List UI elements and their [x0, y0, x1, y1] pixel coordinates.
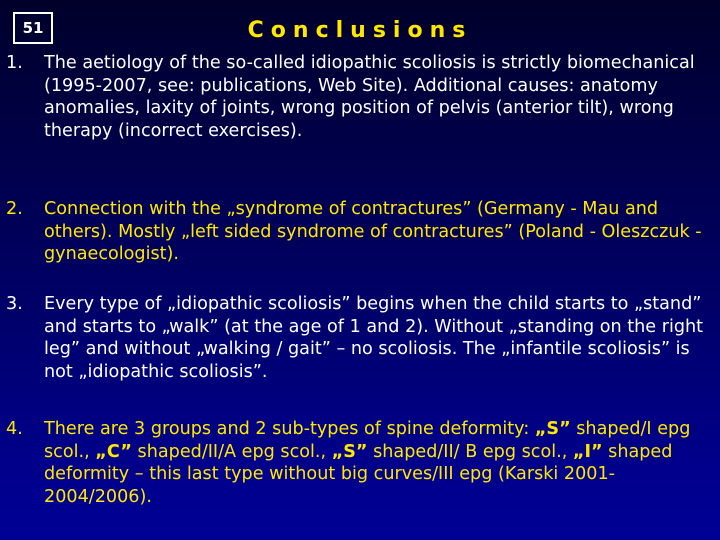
item-number: 2. — [6, 199, 23, 219]
conclusion-item-1 — [6, 52, 718, 142]
item-text-part: There are 3 groups and 2 sub-types of spine deformity: — [44, 419, 535, 439]
conclusion-item-3 — [6, 293, 718, 383]
item-number: 3. — [6, 294, 23, 314]
item-text-part: shaped/I epg scol., — [44, 419, 691, 462]
slide-title: Conclusions — [247, 18, 473, 43]
item-text-part: shaped/II/A epg scol., — [131, 441, 332, 462]
slide-number: 51 — [13, 12, 53, 44]
conclusion-item-2 — [6, 198, 718, 266]
item-text: Every type of „idiopathic scoliosis” begins when the child starts to „stand” and starts to „walk” (at the age of 1 and 2). Without „standing on the right leg” and without „walking / gait” – no scoliosis. The „infantile scoliosis” is not „idiopathic scoliosis”. — [44, 294, 704, 382]
item-text-part: shaped/II/ B epg scol., — [367, 441, 573, 462]
shape-label-c: „C” — [95, 441, 132, 462]
shape-label-i: „I” — [572, 441, 603, 462]
item-text — [44, 418, 718, 508]
item-number: 4. — [6, 419, 23, 439]
conclusion-item-4 — [6, 418, 718, 508]
item-text-part: shaped deformity – this last type without big curves/III epg (Karski 2001-2004/2006). — [44, 441, 673, 507]
item-number: 1. — [6, 53, 23, 73]
shape-label-s: „S” — [331, 441, 368, 462]
shape-label-s: „S” — [534, 419, 571, 439]
item-text: The aetiology of the so-called idiopathic scoliosis is strictly biomechanical (1995-2007, see: publications, Web Site). Additional causes: anatomy anomalies, laxity of joints, wrong position of pelvis (anterior tilt), wrong therapy (incorrect exercises). — [44, 53, 695, 141]
item-text: Connection with the „syndrome of contractures” (Germany - Mau and others). Mostly „left sided syndrome of contractures” (Poland - Oleszczuk - gynaecologist). — [44, 199, 702, 264]
